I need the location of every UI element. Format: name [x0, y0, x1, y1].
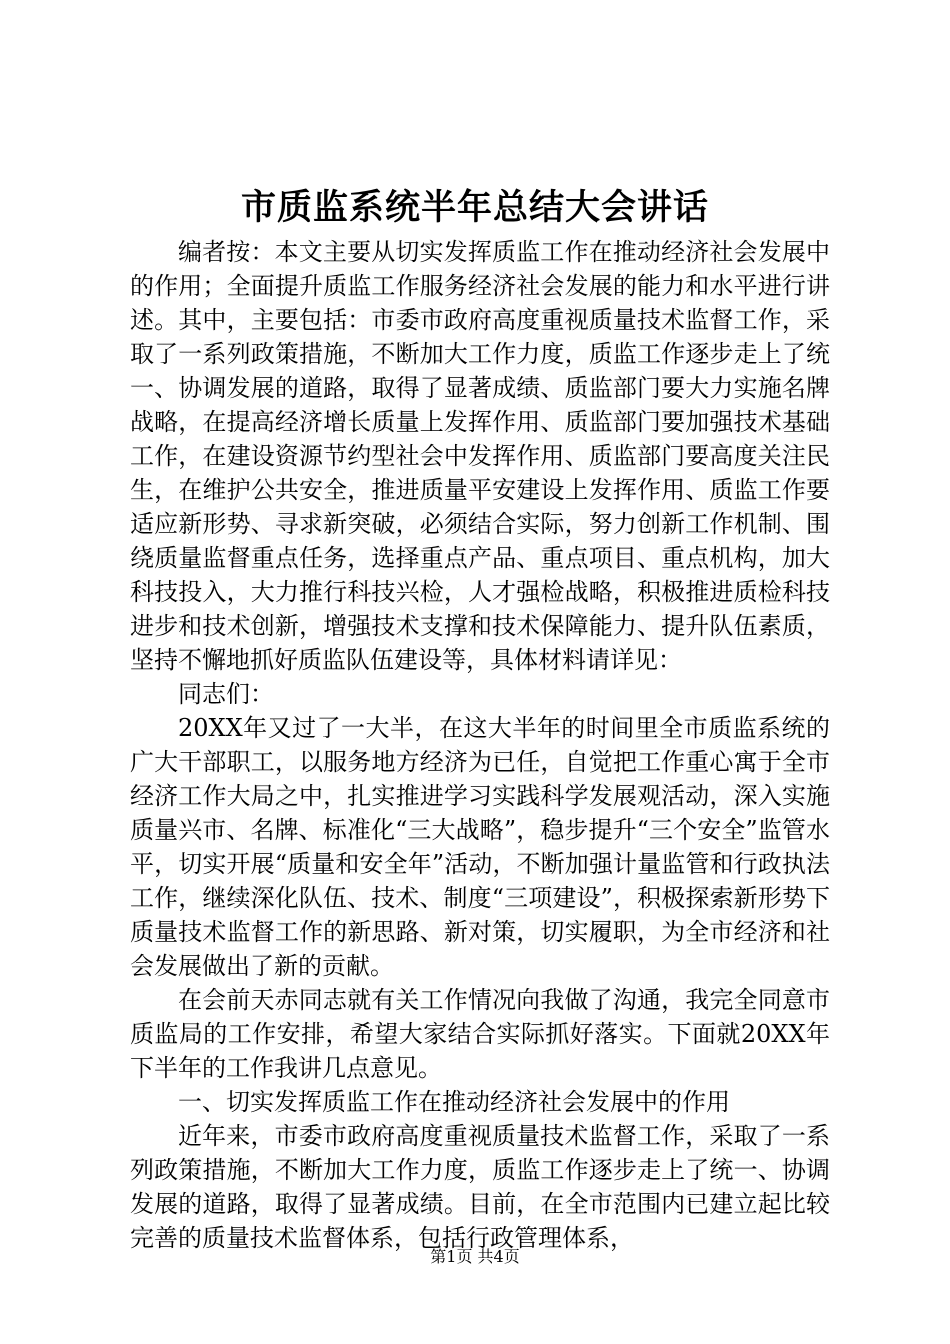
page-number-footer: 第1页 共4页 [430, 1247, 520, 1266]
document-title: 市质监系统半年总结大会讲话 [240, 187, 709, 228]
salutation-paragraph: 同志们： [178, 680, 274, 708]
document-body [130, 235, 830, 1255]
body-paragraph: 在会前天赤同志就有关工作情况向我做了沟通，我完全同意市质监局的工作安排，希望大家结合实际抓好落实。下面就20XX年下半年的工作我讲几点意见。 [130, 986, 830, 1082]
editor-note-paragraph: 编者按：本文主要从切实发挥质监工作在推动经济社会发展中的作用；全面提升质监工作服务经济社会发展的能力和水平进行讲述。其中，主要包括：市委市政府高度重视质量技术监督工作，采取了一系列政策措施，不断加大工作力度，质监工作逐步走上了统一、协调发展的道路，取得了显著成绩、质监部门要大力实施名牌战略，在提高经济增长质量上发挥作用、质监部门要加强技术基础工作，在建设资源节约型社会中发挥作用、质监部门要高度关注民生，在维护公共安全，推进质量平安建设上发挥作用、质监工作要适应新形势、寻求新突破，必须结合实际，努力创新工作机制、围绕质量监督重点任务，选择重点产品、重点项目、重点机构，加大科技投入，大力推行科技兴检，人才强检战略，积极推进质检科技进步和技术创新，增强技术支撑和技术保障能力、提升队伍素质，坚持不懈地抓好质监队伍建设等，具体材料请详见： [130, 238, 830, 674]
body-paragraph: 近年来，市委市政府高度重视质量技术监督工作，采取了一系列政策措施，不断加大工作力度，质监工作逐步走上了统一、协调发展的道路，取得了显著成绩。目前，在全市范围内已建立起比较完善的质量技术监督体系，包括行政管理体系， [130, 1122, 830, 1252]
body-paragraph: 20XX年又过了一大半，在这大半年的时间里全市质监系统的广大干部职工，以服务地方经济为已任，自觉把工作重心寓于全市经济工作大局之中，扎实推进学习实践科学发展观活动，深入实施质量兴市、名牌、标准化“三大战略”，稳步提升“三个安全”监管水平，切实开展“质量和安全年”活动，不断加强计量监管和行政执法工作，继续深化队伍、技术、制度“三项建设”，积极探索新形势下质量技术监督工作的新思路、新对策，切实履职，为全市经济和社会发展做出了新的贡献。 [130, 714, 830, 980]
section-heading: 一、切实发挥质监工作在推动经济社会发展中的作用 [178, 1088, 730, 1116]
